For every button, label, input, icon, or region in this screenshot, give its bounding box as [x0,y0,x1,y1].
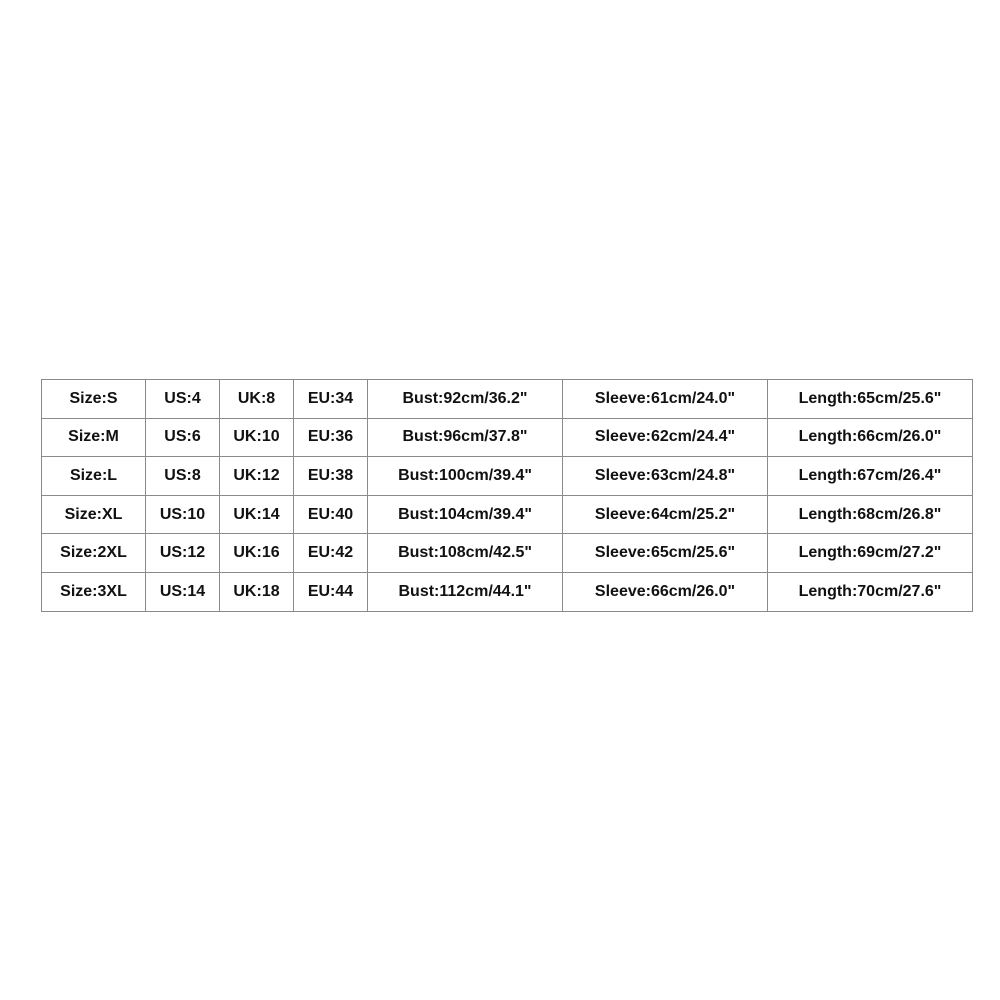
size-cell: Size:3XL [42,572,146,611]
eu-size-cell: EU:34 [294,380,368,419]
uk-size-cell: UK:14 [220,495,294,534]
bust-cell: Bust:96cm/37.8" [368,418,563,457]
eu-size-cell: EU:36 [294,418,368,457]
bust-cell: Bust:112cm/44.1" [368,572,563,611]
us-size-cell: US:8 [146,457,220,496]
length-cell: Length:66cm/26.0" [768,418,973,457]
sleeve-cell: Sleeve:65cm/25.6" [563,534,768,573]
table-row [42,418,973,457]
us-size-cell: US:10 [146,495,220,534]
eu-size-cell: EU:42 [294,534,368,573]
length-cell: Length:68cm/26.8" [768,495,973,534]
eu-size-cell: EU:44 [294,572,368,611]
size-cell: Size:L [42,457,146,496]
bust-cell: Bust:108cm/42.5" [368,534,563,573]
size-cell: Size:XL [42,495,146,534]
table-row [42,457,973,496]
uk-size-cell: UK:18 [220,572,294,611]
uk-size-cell: UK:8 [220,380,294,419]
length-cell: Length:67cm/26.4" [768,457,973,496]
table-row [42,495,973,534]
sleeve-cell: Sleeve:63cm/24.8" [563,457,768,496]
us-size-cell: US:14 [146,572,220,611]
uk-size-cell: UK:12 [220,457,294,496]
length-cell: Length:65cm/25.6" [768,380,973,419]
bust-cell: Bust:100cm/39.4" [368,457,563,496]
size-cell: Size:M [42,418,146,457]
table-row [42,380,973,419]
us-size-cell: US:6 [146,418,220,457]
uk-size-cell: UK:10 [220,418,294,457]
sleeve-cell: Sleeve:66cm/26.0" [563,572,768,611]
us-size-cell: US:12 [146,534,220,573]
table-row [42,534,973,573]
sleeve-cell: Sleeve:62cm/24.4" [563,418,768,457]
bust-cell: Bust:92cm/36.2" [368,380,563,419]
us-size-cell: US:4 [146,380,220,419]
bust-cell: Bust:104cm/39.4" [368,495,563,534]
uk-size-cell: UK:16 [220,534,294,573]
sleeve-cell: Sleeve:64cm/25.2" [563,495,768,534]
size-cell: Size:S [42,380,146,419]
table-row [42,572,973,611]
size-chart-table [41,379,973,612]
eu-size-cell: EU:38 [294,457,368,496]
length-cell: Length:69cm/27.2" [768,534,973,573]
size-cell: Size:2XL [42,534,146,573]
length-cell: Length:70cm/27.6" [768,572,973,611]
eu-size-cell: EU:40 [294,495,368,534]
sleeve-cell: Sleeve:61cm/24.0" [563,380,768,419]
